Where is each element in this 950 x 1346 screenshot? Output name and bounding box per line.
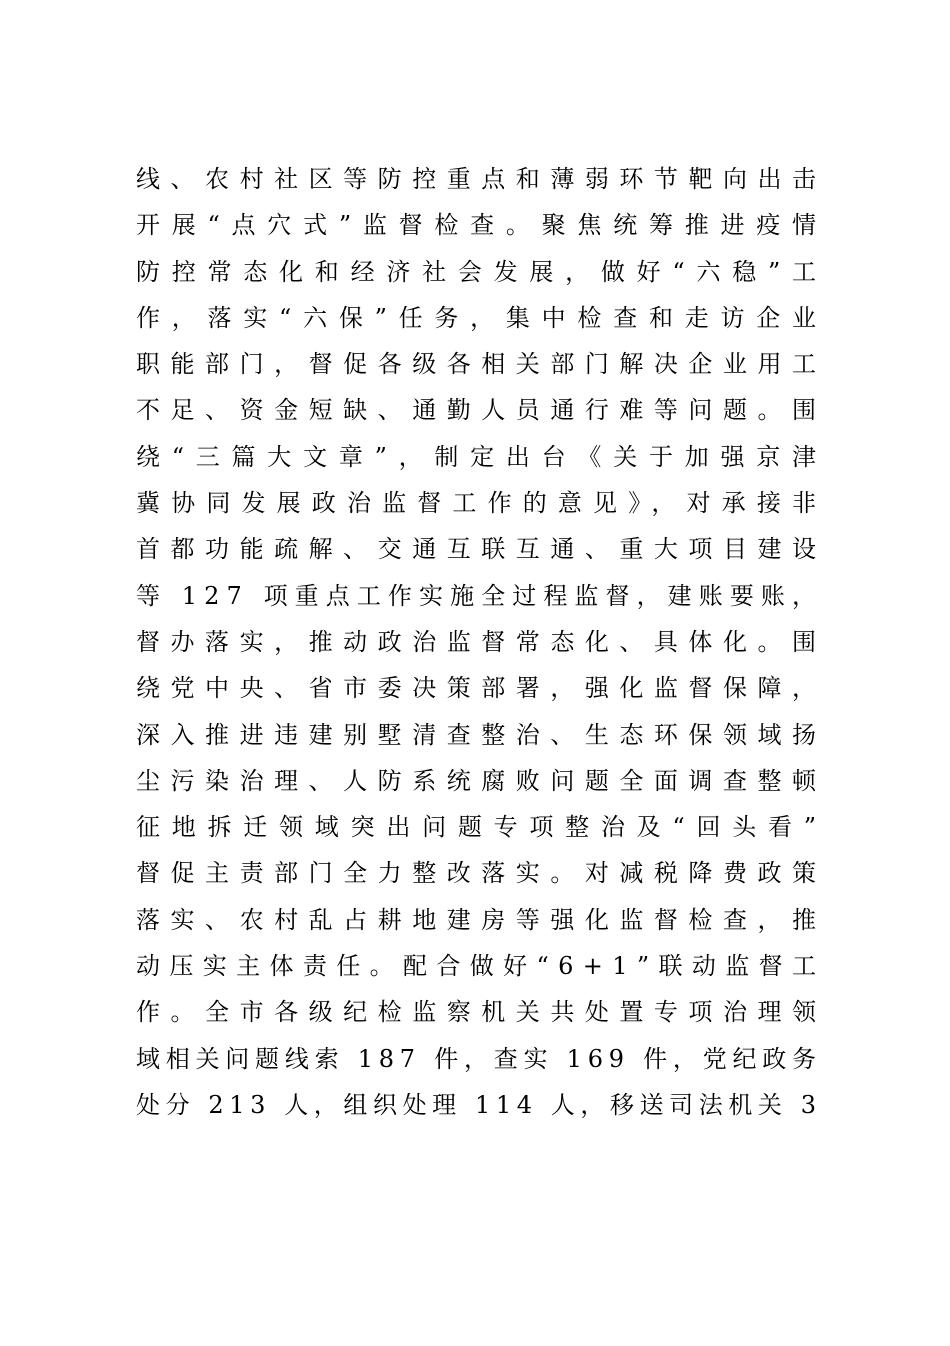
text-line-content: 征地拆迁领域突出问题专项整治及“回头看” (136, 813, 828, 842)
text-line-content: 冀协同发展政治监督工作的意见》，对承接非 (136, 489, 828, 518)
text-line-content: 防控常态化和经济社会发展，做好“六稳”工 (136, 257, 828, 286)
text-line-17 (136, 897, 836, 943)
text-line-1 (136, 156, 836, 202)
text-line-content: 不足、资金短缺、通勤人员通行难等问题。围 (136, 396, 827, 425)
text-line-13 (136, 712, 836, 758)
text-line-12 (136, 665, 836, 711)
text-line-18 (136, 943, 836, 989)
text-line-content: 开展“点穴式”监督检查。聚焦统筹推进疫情 (136, 211, 828, 240)
document-body-text (136, 156, 836, 1128)
text-line-content: 等 127 项重点工作实施全过程监督，建账要账， (136, 581, 824, 610)
text-line-content: 深入推进违建别墅清查整治、生态环保领域扬 (136, 720, 827, 749)
text-line-7 (136, 434, 836, 480)
text-line-content: 动压实主体责任。配合做好“6+1”联动监督工 (136, 952, 826, 981)
text-line-10 (136, 573, 836, 619)
text-line-19 (136, 989, 836, 1035)
text-line-21 (136, 1082, 836, 1128)
text-line-2 (136, 202, 836, 248)
text-line-content: 线、农村社区等防控重点和薄弱环节靶向出击 (136, 165, 827, 193)
text-line-6 (136, 387, 836, 433)
text-line-20 (136, 1036, 836, 1082)
text-line-content: 作，落实“六保”任务，集中检查和走访企业 (136, 303, 828, 332)
text-line-content: 域相关问题线索 187 件，查实 169 件，党纪政务 (136, 1044, 822, 1073)
text-line-content: 督促主责部门全力整改落实。对减税降费政策 (136, 859, 827, 888)
text-line-16 (136, 850, 836, 896)
text-line-3 (136, 249, 836, 295)
text-line-15 (136, 804, 836, 850)
text-line-content: 绕“三篇大文章”，制定出台《关于加强京津 (136, 442, 828, 471)
text-line-11 (136, 619, 836, 665)
text-line-content: 职能部门，督促各级各相关部门解决企业用工 (136, 350, 827, 379)
text-line-content: 落实、农村乱占耕地建房等强化监督检查，推 (136, 905, 827, 934)
text-line-content: 首都功能疏解、交通互联互通、重大项目建设 (136, 535, 827, 564)
text-line-content: 督办落实，推动政治监督常态化、具体化。围 (136, 627, 827, 656)
text-line-content: 绕党中央、省市委决策部署，强化监督保障， (136, 674, 827, 703)
text-line-content: 处分 213 人，组织处理 114 人，移送司法机关 3 (136, 1090, 822, 1119)
text-line-9 (136, 526, 836, 572)
text-line-content: 作。全市各级纪检监察机关共处置专项治理领 (136, 998, 827, 1027)
text-line-14 (136, 758, 836, 804)
text-line-4 (136, 295, 836, 341)
text-line-content: 尘污染治理、人防系统腐败问题全面调查整顿 (136, 766, 827, 795)
text-line-5 (136, 341, 836, 387)
text-line-8 (136, 480, 836, 526)
